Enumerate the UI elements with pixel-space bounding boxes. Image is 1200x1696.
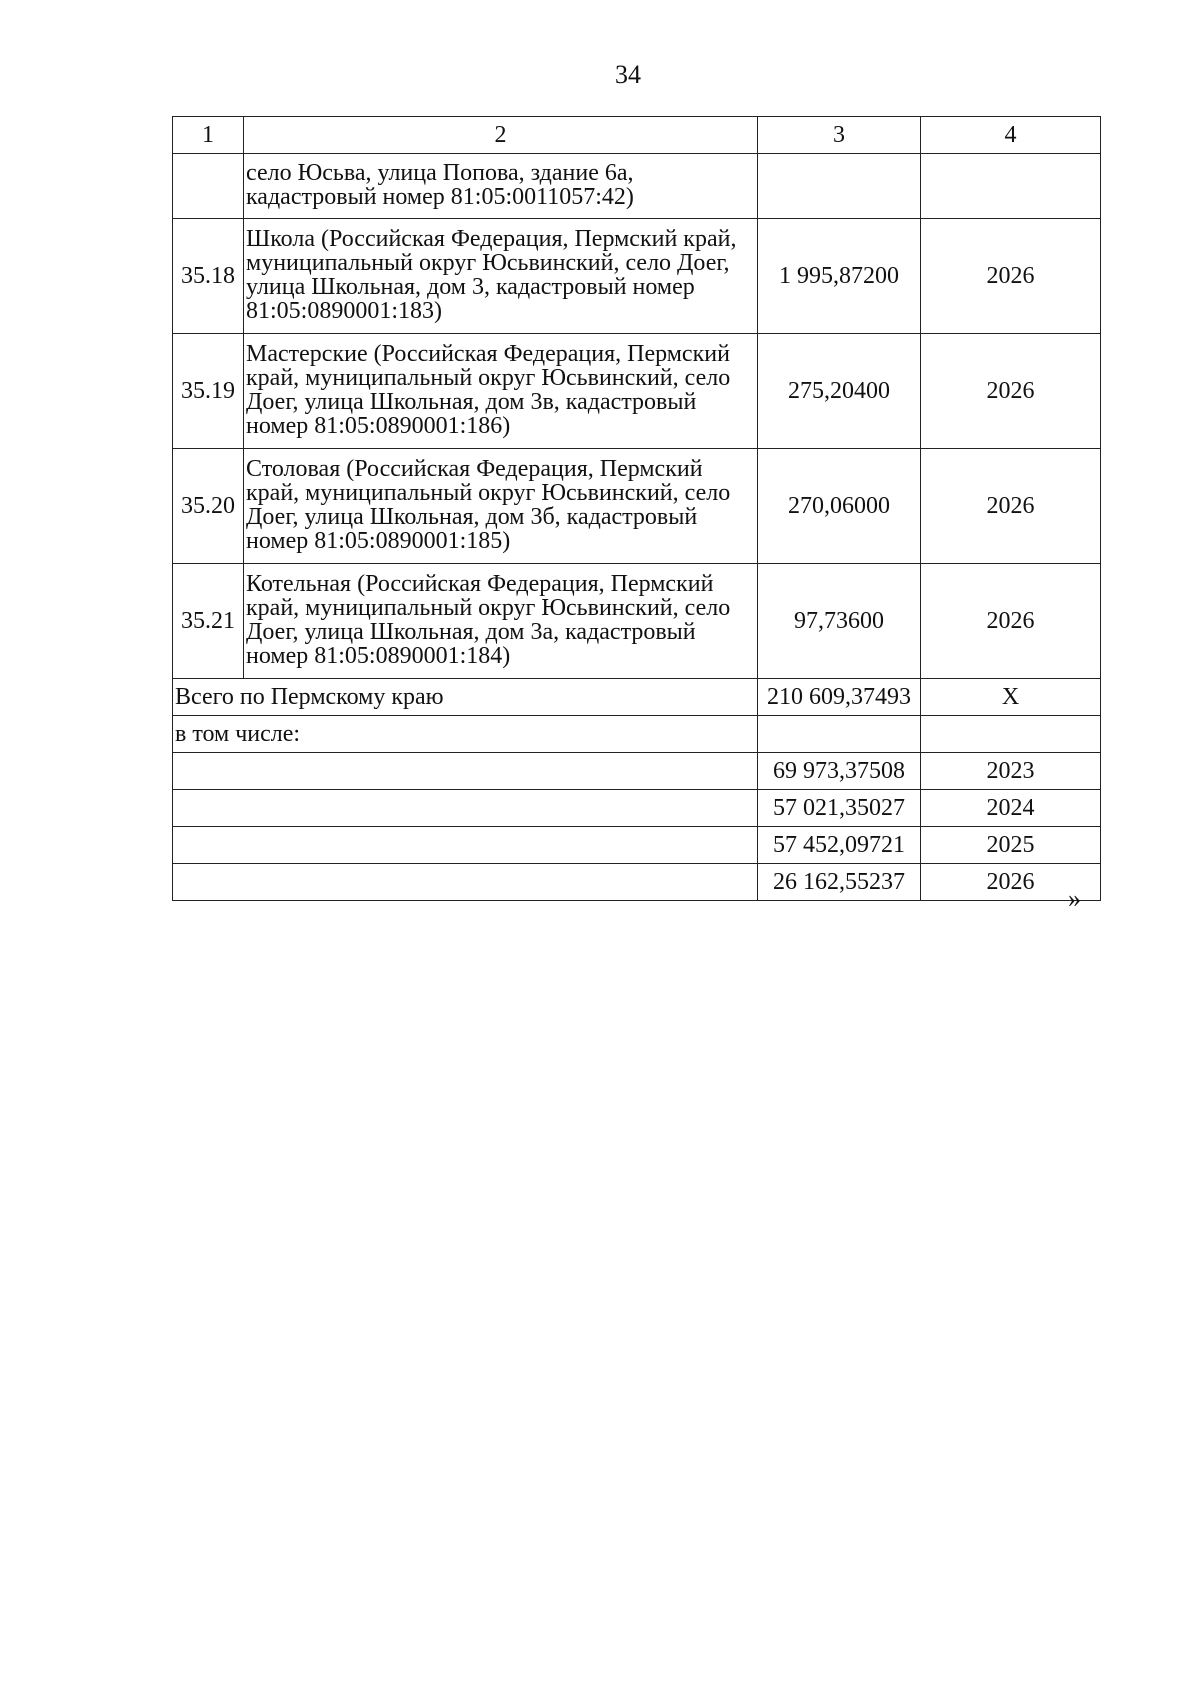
breakdown-row (173, 827, 1101, 864)
row-number-cell: 35.18 (173, 219, 244, 334)
table-row (173, 449, 1101, 564)
row-number-cell: 35.19 (173, 334, 244, 449)
header-cell-4: 4 (921, 117, 1101, 154)
row-number-cell (173, 154, 244, 219)
including-label: в том числе: (173, 716, 758, 753)
row-description-cell: Мастерские (Российская Федерация, Пермский край, муниципальный округ Юсьвинский, село Доег, улица Школьная, дом 3в, кадастровый номер 81:05:0890001:186) (244, 334, 758, 449)
breakdown-row (173, 753, 1101, 790)
row-value-cell: 275,20400 (758, 334, 921, 449)
breakdown-value: 57 452,09721 (758, 827, 921, 864)
row-value-cell: 97,73600 (758, 564, 921, 679)
breakdown-value: 57 021,35027 (758, 790, 921, 827)
breakdown-empty-cell (173, 790, 758, 827)
breakdown-year: 2024 (921, 790, 1101, 827)
including-year (921, 716, 1101, 753)
header-cell-1: 1 (173, 117, 244, 154)
table-header-row (173, 117, 1101, 154)
header-cell-2: 2 (244, 117, 758, 154)
row-description-cell: Столовая (Российская Федерация, Пермский край, муниципальный округ Юсьвинский, село Доег, улица Школьная, дом 3б, кадастровый номер 81:05:0890001:185) (244, 449, 758, 564)
row-description-cell: Школа (Российская Федерация, Пермский край, муниципальный округ Юсьвинский, село Доег, улица Школьная, дом 3, кадастровый номер 81:05:0890001:183) (244, 219, 758, 334)
total-value: 210 609,37493 (758, 679, 921, 716)
row-number-cell: 35.21 (173, 564, 244, 679)
row-year-cell: 2026 (921, 219, 1101, 334)
breakdown-row (173, 790, 1101, 827)
row-year-cell: 2026 (921, 449, 1101, 564)
row-number-cell: 35.20 (173, 449, 244, 564)
breakdown-empty-cell (173, 864, 758, 901)
breakdown-year: 2023 (921, 753, 1101, 790)
breakdown-empty-cell (173, 753, 758, 790)
breakdown-row (173, 864, 1101, 901)
row-year-cell: 2026 (921, 334, 1101, 449)
table-row (173, 564, 1101, 679)
total-year: X (921, 679, 1101, 716)
table-row (173, 334, 1101, 449)
total-label: Всего по Пермскому краю (173, 679, 758, 716)
page-number: 34 (615, 60, 641, 89)
closing-quote: » (1068, 884, 1081, 913)
total-row (173, 679, 1101, 716)
budget-table (172, 116, 1101, 901)
row-year-cell (921, 154, 1101, 219)
row-value-cell: 1 995,87200 (758, 219, 921, 334)
table-row (173, 219, 1101, 334)
breakdown-year: 2025 (921, 827, 1101, 864)
breakdown-value: 69 973,37508 (758, 753, 921, 790)
breakdown-empty-cell (173, 827, 758, 864)
row-value-cell (758, 154, 921, 219)
breakdown-year: 2026 (921, 864, 1101, 901)
table-row-continuation (173, 154, 1101, 219)
row-description-cell: Котельная (Российская Федерация, Пермский край, муниципальный округ Юсьвинский, село Доег, улица Школьная, дом 3а, кадастровый номер 81:05:0890001:184) (244, 564, 758, 679)
header-cell-3: 3 (758, 117, 921, 154)
including-value (758, 716, 921, 753)
row-description-cell: село Юсьва, улица Попова, здание 6а, кадастровый номер 81:05:0011057:42) (244, 154, 758, 219)
including-row (173, 716, 1101, 753)
row-value-cell: 270,06000 (758, 449, 921, 564)
breakdown-value: 26 162,55237 (758, 864, 921, 901)
row-year-cell: 2026 (921, 564, 1101, 679)
